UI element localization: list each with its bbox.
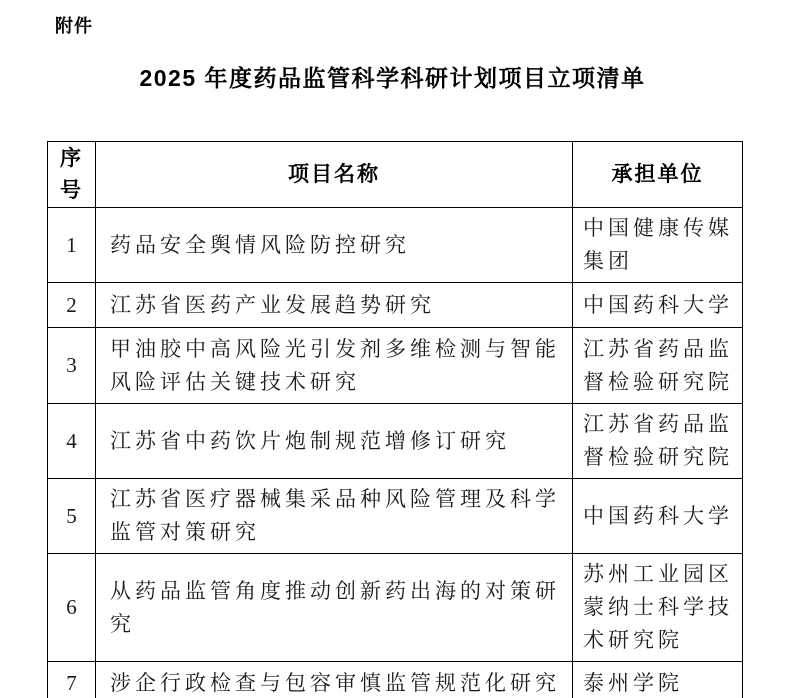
row-undertaking-unit: 江苏省药品监督检验研究院 xyxy=(573,404,743,479)
row-seq: 4 xyxy=(48,404,96,479)
row-seq: 2 xyxy=(48,283,96,328)
page-title: 2025 年度药品监管科学科研计划项目立项清单 xyxy=(139,65,646,91)
table-row xyxy=(48,208,743,283)
row-seq: 6 xyxy=(48,554,96,662)
row-undertaking-unit: 中国药科大学 xyxy=(573,479,743,554)
row-project-name: 从药品监管角度推动创新药出海的对策研究 xyxy=(96,554,573,662)
row-undertaking-unit: 江苏省药品监督检验研究院 xyxy=(573,328,743,404)
row-project-name: 药品安全舆情风险防控研究 xyxy=(96,208,573,283)
table-row xyxy=(48,328,743,404)
row-seq: 7 xyxy=(48,662,96,698)
row-project-name: 江苏省医疗器械集采品种风险管理及科学监管对策研究 xyxy=(96,479,573,554)
header-seq: 序号 xyxy=(48,142,96,208)
table-header-row xyxy=(48,142,743,208)
row-undertaking-unit: 苏州工业园区蒙纳士科学技术研究院 xyxy=(573,554,743,662)
table-row xyxy=(48,662,743,698)
table-row xyxy=(48,554,743,662)
table-row xyxy=(48,283,743,328)
header-undertaking-unit: 承担单位 xyxy=(573,142,743,208)
row-project-name: 涉企行政检查与包容审慎监管规范化研究 xyxy=(96,662,573,698)
row-project-name: 江苏省医药产业发展趋势研究 xyxy=(96,283,573,328)
header-project-name: 项目名称 xyxy=(96,142,573,208)
table-row xyxy=(48,404,743,479)
row-project-name: 甲油胶中高风险光引发剂多维检测与智能风险评估关键技术研究 xyxy=(96,328,573,404)
table-row xyxy=(48,479,743,554)
row-undertaking-unit: 中国健康传媒集团 xyxy=(573,208,743,283)
row-seq: 1 xyxy=(48,208,96,283)
row-undertaking-unit: 中国药科大学 xyxy=(573,283,743,328)
attachment-label: 附件 xyxy=(55,16,93,36)
project-approval-table xyxy=(47,141,743,698)
row-seq: 5 xyxy=(48,479,96,554)
row-project-name: 江苏省中药饮片炮制规范增修订研究 xyxy=(96,404,573,479)
row-undertaking-unit: 泰州学院 xyxy=(573,662,743,698)
row-seq: 3 xyxy=(48,328,96,404)
